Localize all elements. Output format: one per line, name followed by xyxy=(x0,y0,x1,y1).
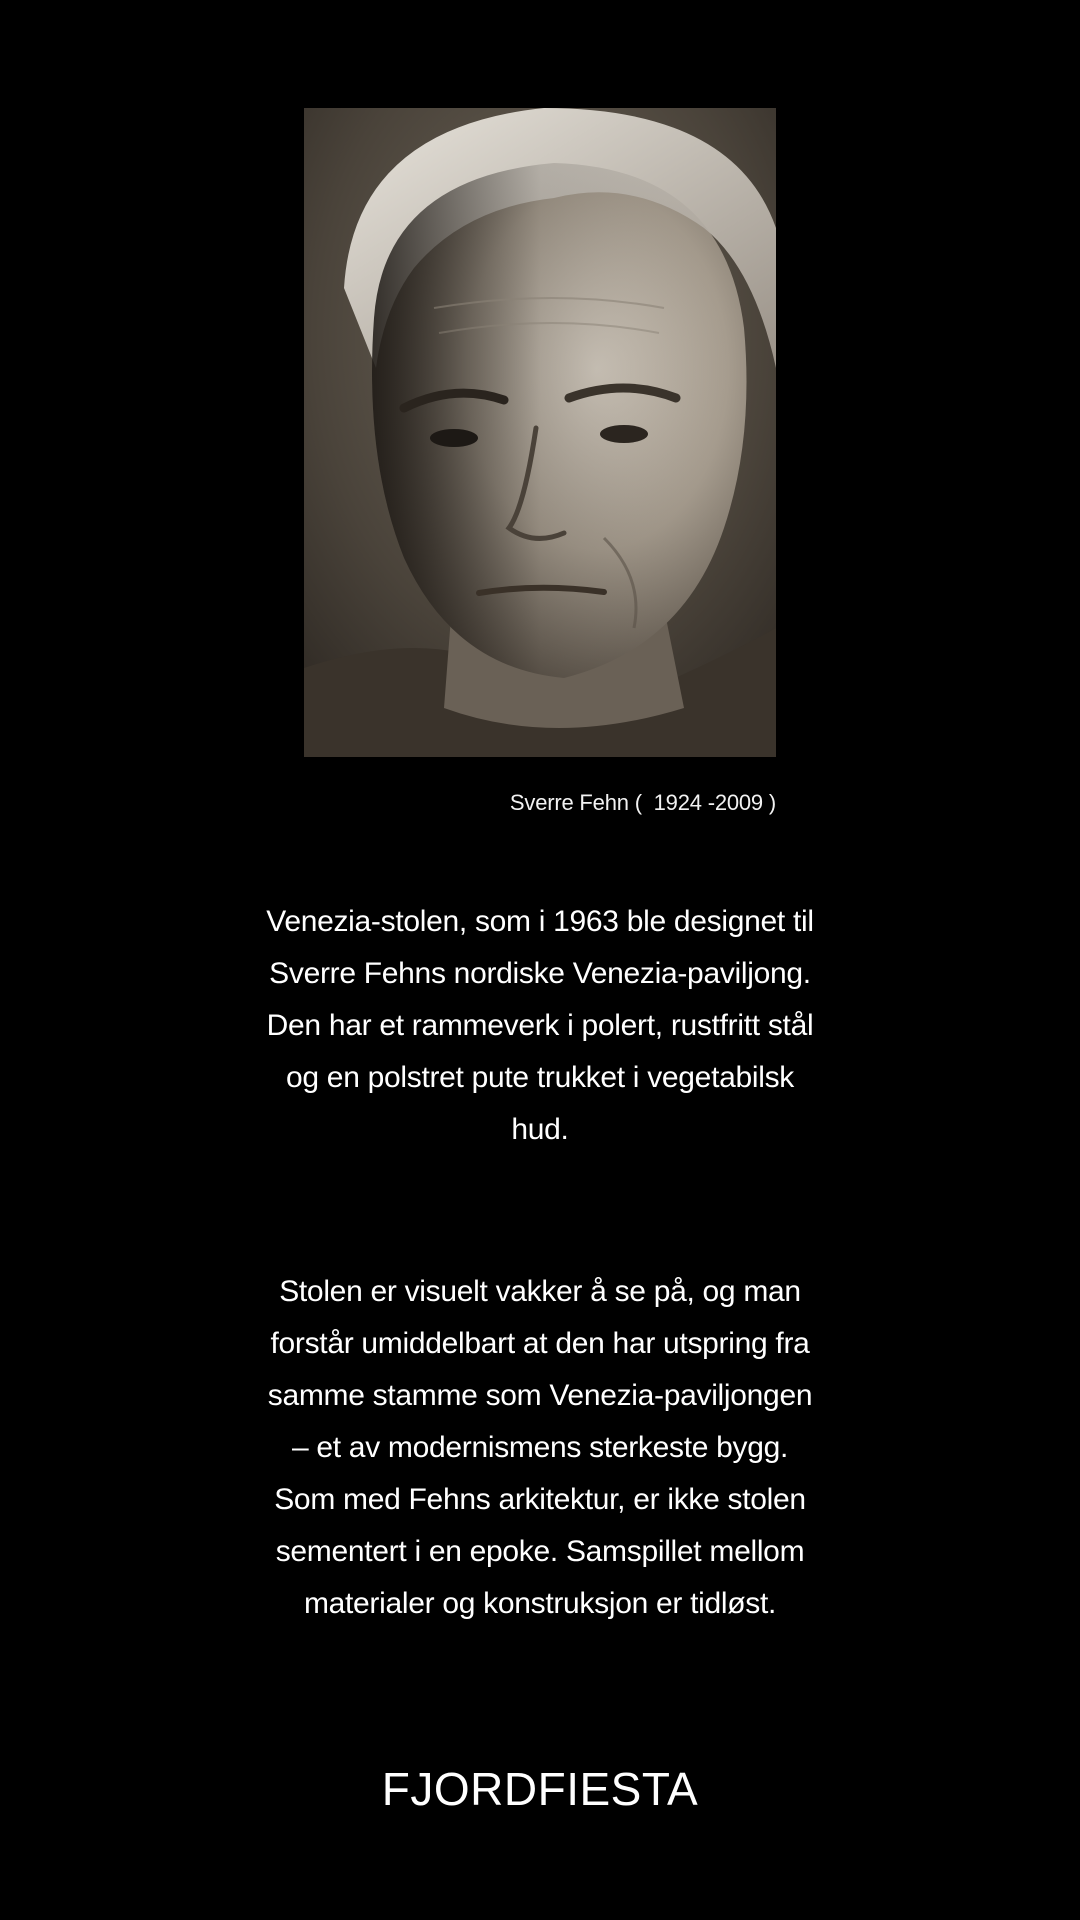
portrait-photo xyxy=(304,108,776,757)
description-paragraph-2: Stolen er visuelt vakker å se på, og man forstår umiddelbart at den har utspring fra samme stamme som Venezia-paviljongen – et av modernismens sterkeste bygg. Som med Fehns arkitektur, er ikke stolen sementert i en epoke. Samspillet mellom materialer og konstruksjon er tidløst. xyxy=(267,1275,813,1620)
portrait-caption: Sverre Fehn ( 1924 -2009 ) xyxy=(509,790,776,815)
portrait-illustration xyxy=(304,108,776,757)
description-paragraph-1: Venezia-stolen, som i 1963 ble designet til Sverre Fehns nordiske Venezia-paviljong. Den har et rammeverk i polert, rustfritt stål og en polstret pute trukket i vegetabilsk hud. xyxy=(266,905,814,1146)
brand-logo-text: FJORDFIESTA xyxy=(381,1763,699,1815)
